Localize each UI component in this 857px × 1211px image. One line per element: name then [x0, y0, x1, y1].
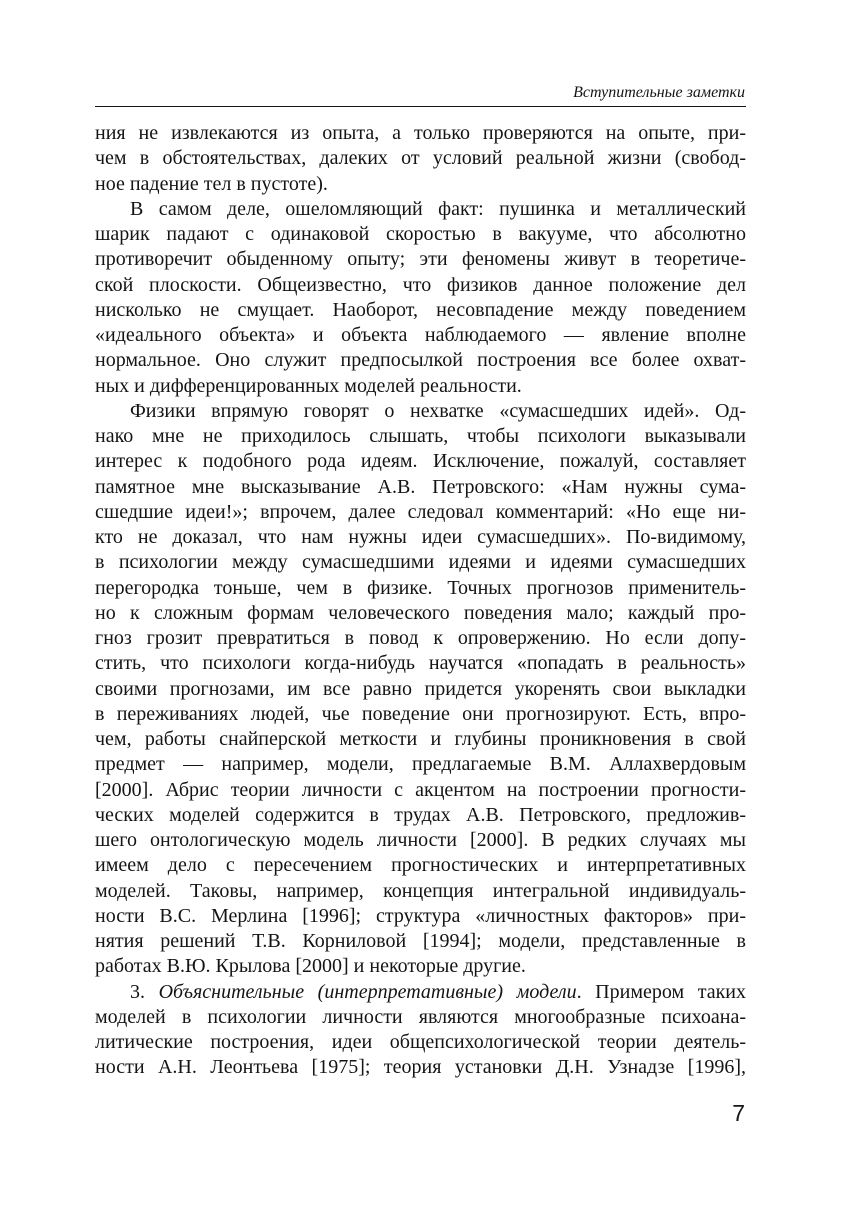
text-line: ческих моделей содержится в трудах А.В. Петровского, предложив- — [95, 803, 746, 826]
text-line: противоречит обыденному опыту; эти феномены живут в теоретиче- — [95, 248, 746, 271]
text-line: шарик падают с одинаковой скоростью в вакууме, что абсолютно — [95, 223, 746, 245]
text-line: ных и дифференцированных моделей реальности. — [95, 374, 522, 397]
text-line: Физики впрямую говорят о нехватке «сумасшедших идей». Од- — [130, 399, 746, 422]
text-line: ности А.Н. Леонтьева [1975]; теория установки Д.Н. Узнадзе [1996], — [95, 1056, 746, 1079]
section-heading-line — [95, 980, 746, 1005]
text-line: моделей. Таковы, например, концепция интегральной индивидуаль- — [95, 879, 746, 902]
text-line: чем в обстоятельствах, далеких от условий реальной жизни (свобод- — [95, 147, 746, 170]
text-line: моделей в психологии личности являются многообразные психоана- — [95, 1005, 746, 1028]
text-line: перегородка тоньше, чем в физике. Точных прогнозов применитель- — [95, 576, 746, 599]
text-line: работах В.Ю. Крылова [2000] и некоторые другие. — [95, 955, 526, 978]
text-line: ности В.С. Мерлина [1996]; структура «личностных факторов» при- — [95, 904, 746, 927]
page-number: 7 — [732, 1100, 745, 1126]
text-line: нисколько не смущает. Наоборот, несовпадение между поведением — [95, 298, 746, 321]
section-heading-rest: . Примером таких — [576, 980, 747, 1003]
text-line: литические построения, идеи общепсихологической теории деятель- — [95, 1031, 746, 1053]
text-line: нормальное. Оно служит предпосылкой построения все более охват- — [95, 349, 746, 372]
text-line: своими прогнозами, им все равно придется укоренять свои выкладки — [95, 677, 746, 700]
section-number: 3. — [130, 980, 145, 1003]
text-line: ное падение тел в пустоте). — [95, 172, 328, 195]
header-rule — [95, 106, 746, 107]
text-line: шего онтологическую модель личности [2000]. В редких случаях мы — [95, 829, 746, 851]
text-line: интерес к подобного рода идеям. Исключение, пожалуй, составляет — [95, 450, 746, 473]
text-line: гноз грозит превратиться в повод к опровержению. Но если допу- — [95, 627, 746, 649]
text-line: В самом деле, ошеломляющий факт: пушинка и металлический — [130, 197, 746, 220]
text-line: ния не извлекаются из опыта, а только проверяются на опыте, при- — [95, 122, 746, 144]
text-line: сшедшие идеи!»; впрочем, далее следовал комментарий: «Но еще ни- — [95, 500, 746, 523]
text-line: стить, что психологи когда-нибудь научатся «попадать в реальность» — [95, 652, 746, 675]
paragraph-4 — [95, 980, 746, 1081]
text-line: «идеального объекта» и объекта наблюдаемого — явление вполне — [95, 324, 746, 346]
text-line: памятное мне высказывание А.В. Петровского: «Нам нужны сума- — [95, 475, 746, 498]
paragraph-3 — [95, 399, 746, 980]
paragraph-1 — [95, 121, 746, 197]
text-line: нятия решений Т.В. Корниловой [1994]; модели, представленные в — [95, 930, 746, 952]
text-line: чем, работы снайперской меткости и глубины проникновения в свой — [95, 728, 746, 750]
text-line: имеем дело с пересечением прогностических и интерпретативных — [95, 854, 746, 877]
section-term: Объяснительные (интерпретативные) модели — [158, 980, 577, 1003]
text-line: [2000]. Абрис теории личности с акцентом на построении прогности- — [95, 778, 746, 801]
text-line: предмет — например, модели, предлагаемые В.М. Аллахвердовым — [95, 753, 746, 776]
text-line: в переживаниях людей, чье поведение они прогнозируют. Есть, впро- — [95, 702, 746, 725]
body-text — [95, 121, 746, 1081]
paragraph-2 — [95, 197, 746, 399]
text-line: ской плоскости. Общеизвестно, что физиков данное положение дел — [95, 273, 746, 296]
text-line: кто не доказал, что нам нужны идеи сумасшедших». По-видимому, — [95, 526, 746, 548]
text-line: но к сложным формам человеческого поведения мало; каждый про- — [95, 601, 746, 624]
text-line: в психологии между сумасшедшими идеями и идеями сумасшедших — [95, 551, 746, 574]
running-header: Вступительные заметки — [573, 84, 745, 101]
text-line: нако мне не приходилось слышать, чтобы психологи выказывали — [95, 425, 746, 447]
